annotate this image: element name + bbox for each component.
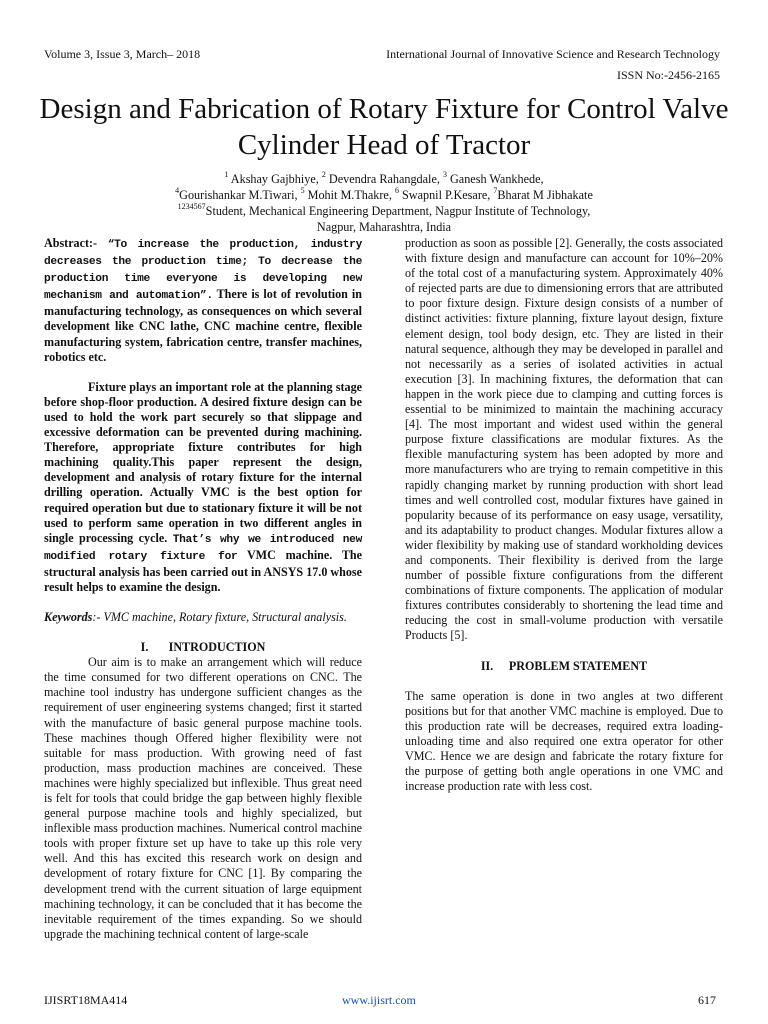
abstract-quote: “To increase the production, industry decreases the production time; To decrease the production time everyone is developing new mechanism and automation”. xyxy=(44,239,362,303)
section-number: I. xyxy=(140,640,149,655)
section-heading-introduction xyxy=(44,640,362,655)
author-sup: 1 xyxy=(224,170,229,179)
keywords xyxy=(44,610,362,625)
author-sup: 6 xyxy=(394,186,399,195)
author-sup: 4 xyxy=(175,186,180,195)
author-line-1 xyxy=(60,171,708,187)
abstract-para2-text: Fixture plays an important role at the planning stage before shop-floor production. A desired fixture design can be used to hold the work part securely so that slippage and excessive deformation can be prevented during machining. Therefore, appropriate fixture contributes for high machining quality.This paper represent the design, development and analysis of rotary fixture for the internal drilling operation. Actually VMC is the best option for required operation but due to stationary fixture it will be not used to perform same operation in two different angles in single processing cycle. xyxy=(44,379,362,545)
author-name: Devendra Rahangdale, xyxy=(325,172,443,186)
header-issn: ISSN No:-2456-2165 xyxy=(616,68,720,82)
abstract-label: Abstract:- xyxy=(44,236,98,250)
header-volume: Volume 3, Issue 3, March– 2018 xyxy=(44,47,201,61)
abstract-paragraph-2 xyxy=(44,380,362,595)
affiliation-text: Student, Mechanical Engineering Department, Nagpur Institute of Technology, xyxy=(205,204,591,218)
author-sup: 5 xyxy=(300,186,305,195)
section-heading-problem-statement xyxy=(405,659,723,674)
header-journal: International Journal of Innovative Science and Research Technology xyxy=(386,47,720,61)
abstract-text: There is lot of revolution in manufacturing technology, as consequences on which several development like CNC lathe, CNC machine centre, flexible manufacturing system, fabrication centre, transfer machines, robotics etc. xyxy=(44,287,362,364)
keywords-label: Keywords xyxy=(44,610,93,625)
section-title: INTRODUCTION xyxy=(168,640,266,655)
author-sup: 2 xyxy=(321,170,326,179)
author-sup: 7 xyxy=(493,186,498,195)
footer-paper-id: IJISRT18MA414 xyxy=(44,993,128,1007)
author-sup: 3 xyxy=(442,170,447,179)
left-column xyxy=(44,236,362,942)
footer-page-number: 617 xyxy=(698,993,716,1007)
author-line-2 xyxy=(60,187,708,203)
right-column xyxy=(405,236,723,794)
author-block xyxy=(60,171,708,235)
affiliation xyxy=(60,203,708,219)
abstract xyxy=(44,236,362,365)
introduction-body: Our aim is to make an arrangement which will reduce the time consumed for two different operations on CNC. The machine tool industry has undergone sufficient changes as the requirement of user engineering systems changed; first it started with the manufacture of basic general purpose machine tools. These machines though Offered higher flexibility were not suitable for mass production. With growing need of fast production, mass production machines are conceived. These machines were highly specialized but inflexible. Thus great need is felt for tools that could bridge the gap between highly flexible general purpose machine tools and highly specialized, but inflexible mass production machines. Numerical control machine tools with proper fixture set up have to take up this role very well. And this has excited this research work on design and development of rotary fixture for CNC [1]. By comparing the development trend with the current situation of large equipment machining technology, it can be concluded that it has become the inevitable requirement of the times expanding. So we should upgrade the machining technical content of large-scale xyxy=(44,655,362,941)
paper-title: Design and Fabrication of Rotary Fixture for Control Valve Cylinder Head of Tractor xyxy=(39,93,729,161)
abstract-para2-end: VMC machine. The structural analysis has been carried out in ANSYS 17.0 whose result helps to examine the design. xyxy=(44,547,363,594)
keywords-text: :- VMC machine, Rotary fixture, Structural analysis. xyxy=(92,610,347,625)
author-name: Mohit M.Thakre, xyxy=(304,188,395,202)
introduction-continued: production as soon as possible [2]. Generally, the costs associated with fixture design and manufacture can account for 10%–20% of the total cost of a manufacturing system. Approximately 40% of rejected parts are due to dimensioning errors that are attributed to poor fixture design. Fixture design consists of a number of distinct activities: fixture planning, fixture layout design, fixture element design, tool body design, etc. They are listed in their natural sequence, although they may be developed in parallel and not necessarily as a series of isolated activities in actual execution [3]. In machining fixtures, the deformation that can happen in the work piece due to clamping and cutting forces is essential to be minimized to maintain the machining accuracy [4]. The most important and widest used within the general purpose fixture classifications are modular fixtures. As the flexible manufacturing system has been adopted by more and more manufacturers who are trying to remain competitive in this rapidly changing market by running production with short lead times and well controlled cost, modular fixtures have gained in popularity because of its performance on easy usage, versatility, and its adaptability to product changes. Modular fixtures allow a wider flexibility by making use of standard workholding devices and components. Their flexibility is derived from the large number of possible fixture configurations from the different combinations of fixture components. The application of modular fixtures contributes considerably to shortening the lead time and reducing the cost in small-volume production with versatile Products [5]. xyxy=(405,236,723,643)
author-name: Akshay Gajbhiye, xyxy=(228,172,322,186)
author-name: Gourishankar M.Tiwari, xyxy=(179,188,301,202)
affiliation-sup: 1234567 xyxy=(177,202,206,211)
author-name: Swapnil P.Kesare, xyxy=(398,188,494,202)
abstract-para2-mono: That’s why we introduced new modified rotary fixture for xyxy=(44,533,363,563)
problem-statement-body: The same operation is done in two angles at two different positions but for that another VMC machine is employed. Due to this production rate will be decreases, required extra loading-unloading time and also required one extra operator for other VMC. Hence we are design and fabricate the rotary fixture for the purpose of getting both angle operations in one VMC and increase production rate with less cost. xyxy=(405,688,723,794)
author-location: Nagpur, Maharashtra, India xyxy=(316,220,452,234)
section-number: II. xyxy=(480,658,494,673)
author-name: Ganesh Wankhede, xyxy=(446,172,544,186)
author-name: Bharat M Jibhakate xyxy=(497,188,593,202)
footer-website-link[interactable]: www.ijisrt.com xyxy=(342,993,416,1007)
section-title: PROBLEM STATEMENT xyxy=(508,658,648,673)
